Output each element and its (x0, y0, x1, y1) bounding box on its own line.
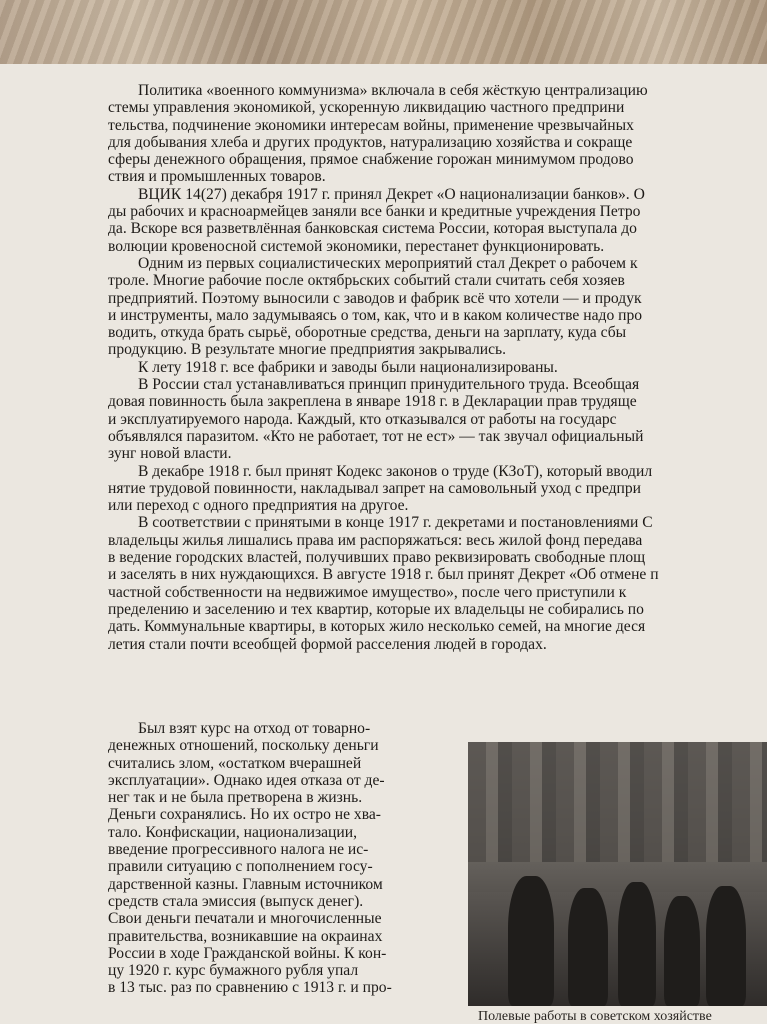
text-line: считались злом, «остатком вчерашней (108, 754, 362, 772)
paragraph (108, 255, 767, 359)
text-line: летия стали почти всеобщей формой расселения людей в городах. (108, 635, 547, 653)
text-line: В России стал устанавливаться принцип принудительного труда. Всеобщая (138, 376, 640, 394)
text-line: средств стала эмиссия (выпуск денег). (108, 892, 364, 910)
text-line: нег так и не была претворена в жизнь. (108, 789, 363, 807)
text-line: Свои деньги печатали и многочисленные (108, 910, 382, 928)
text-line: для добывания хлеба и других продуктов, натурализацию хозяйства и сокраще (108, 133, 633, 151)
text-line: и заселять в них нуждающихся. В августе 1918 г. был принят Декрет «Об отмене п (108, 566, 659, 584)
text-line: денежных отношений, поскольку деньги (108, 737, 379, 755)
text-line: в 13 тыс. раз по сравнению с 1913 г. и про- (108, 979, 392, 997)
text-line: и эксплуатируемого народа. Каждый, кто отказывался от работы на государс (108, 410, 617, 428)
text-line: зунг новой власти. (108, 445, 232, 463)
text-line: правительства, возникавшие на окраинах (108, 927, 383, 945)
text-line: да. Вскоре вся разветвлённая банковская система России, которая выступала до (108, 220, 637, 238)
text-line: предприятий. Поэтому выносили с заводов и фабрик всё что хотели — и продук (108, 289, 642, 307)
text-line: цу 1920 г. курс бумажного рубля упал (108, 962, 359, 980)
text-line: и инструменты, мало задумываясь о том, как, что и в каком количестве надо про (108, 306, 643, 324)
text-line: водить, откуда брать сырьё, оборотные средства, деньги на зарплату, куда сбы (108, 324, 627, 342)
decorative-header-band (0, 0, 767, 64)
text-line: стемы управления экономикой, ускоренную ликвидацию частного предприни (108, 99, 625, 117)
text-line: троле. Многие рабочие после октябрьских событий стали считать себя хозяев (108, 272, 625, 290)
paragraph (108, 186, 767, 255)
text-line: владельцы жилья лишались права им распоряжаться: весь жилой фонд передава (108, 531, 643, 549)
text-line: ды рабочих и красноармейцев заняли все банки и кредитные учреждения Петро (108, 203, 641, 221)
text-line: продукцию. В результате многие предприятия закрывались. (108, 341, 506, 359)
paragraph (108, 359, 767, 376)
text-line: В декабре 1918 г. был принят Кодекс законов о труде (КЗоТ), который вводил (138, 462, 653, 480)
left-text-column (108, 720, 460, 1024)
text-line: довая повинность была закреплена в январе 1918 г. в Декларации прав трудяще (108, 393, 637, 411)
photo-caption: Полевые работы в советском хозяйстве (478, 1010, 712, 1024)
photo-trees (468, 742, 767, 862)
text-line: дарственной казны. Главным источником (108, 875, 383, 893)
historical-photo (468, 742, 767, 1006)
text-line: объявлялся паразитом. «Кто не работает, тот не ест» — так звучал официальный (108, 427, 644, 445)
text-line: в ведение городских властей, получивших право реквизировать свободные площ (108, 549, 646, 567)
paragraph (108, 514, 767, 652)
text-line: нятие трудовой повинности, накладывал запрет на самовольный уход с предпри (108, 479, 641, 497)
text-line: ствия и промышленных товаров. (108, 168, 326, 186)
photo-person (706, 886, 746, 1006)
main-text-column (108, 82, 767, 718)
photo-person (508, 876, 554, 1006)
paragraph (108, 463, 767, 515)
photo-person (618, 882, 656, 1006)
text-line: Деньги сохранялись. Но их остро не хва- (108, 806, 381, 824)
text-line: тельства, подчинение экономики интересам войны, применение чрезвычайных (108, 116, 634, 134)
text-line: дать. Коммунальные квартиры, в которых жило несколько семей, на многие деся (108, 618, 646, 636)
text-line: ВЦИК 14(27) декабря 1917 г. принял Декрет «О национализации банков». О (138, 185, 645, 203)
text-line: сферы денежного обращения, прямое снабжение горожан минимумом продово (108, 151, 634, 169)
photo-person (568, 888, 608, 1006)
text-line: или переход с одного предприятия на другое. (108, 497, 409, 515)
paragraph (108, 376, 767, 462)
text-line: В соответствии с принятыми в конце 1917 г. декретами и постановлениями С (138, 514, 653, 532)
text-line: Одним из первых социалистических мероприятий стал Декрет о рабочем к (138, 254, 638, 272)
text-line: пределению и заселению и тех квартир, которые их владельцы не собирались по (108, 600, 644, 618)
text-line: Политика «военного коммунизма» включала в себя жёсткую централизацию (138, 82, 648, 99)
text-line: введение прогрессивного налога не ис- (108, 841, 369, 859)
text-line: Был взят курс на отход от товарно- (138, 720, 371, 737)
photo-person (664, 896, 700, 1006)
text-line: эксплуатации». Однако идея отказа от де- (108, 771, 385, 789)
paragraph (108, 82, 767, 186)
text-line: волюции кровеносной системой экономики, перестанет функционировать. (108, 237, 605, 255)
text-line: тало. Конфискации, национализации, (108, 823, 357, 841)
text-line: правили ситуацию с пополнением госу- (108, 858, 373, 876)
text-line: России в ходе Гражданской войны. К кон- (108, 944, 387, 962)
text-line: К лету 1918 г. все фабрики и заводы были национализированы. (138, 358, 558, 376)
text-line: частной собственности на недвижимое имущество», после чего приступили к (108, 583, 627, 601)
